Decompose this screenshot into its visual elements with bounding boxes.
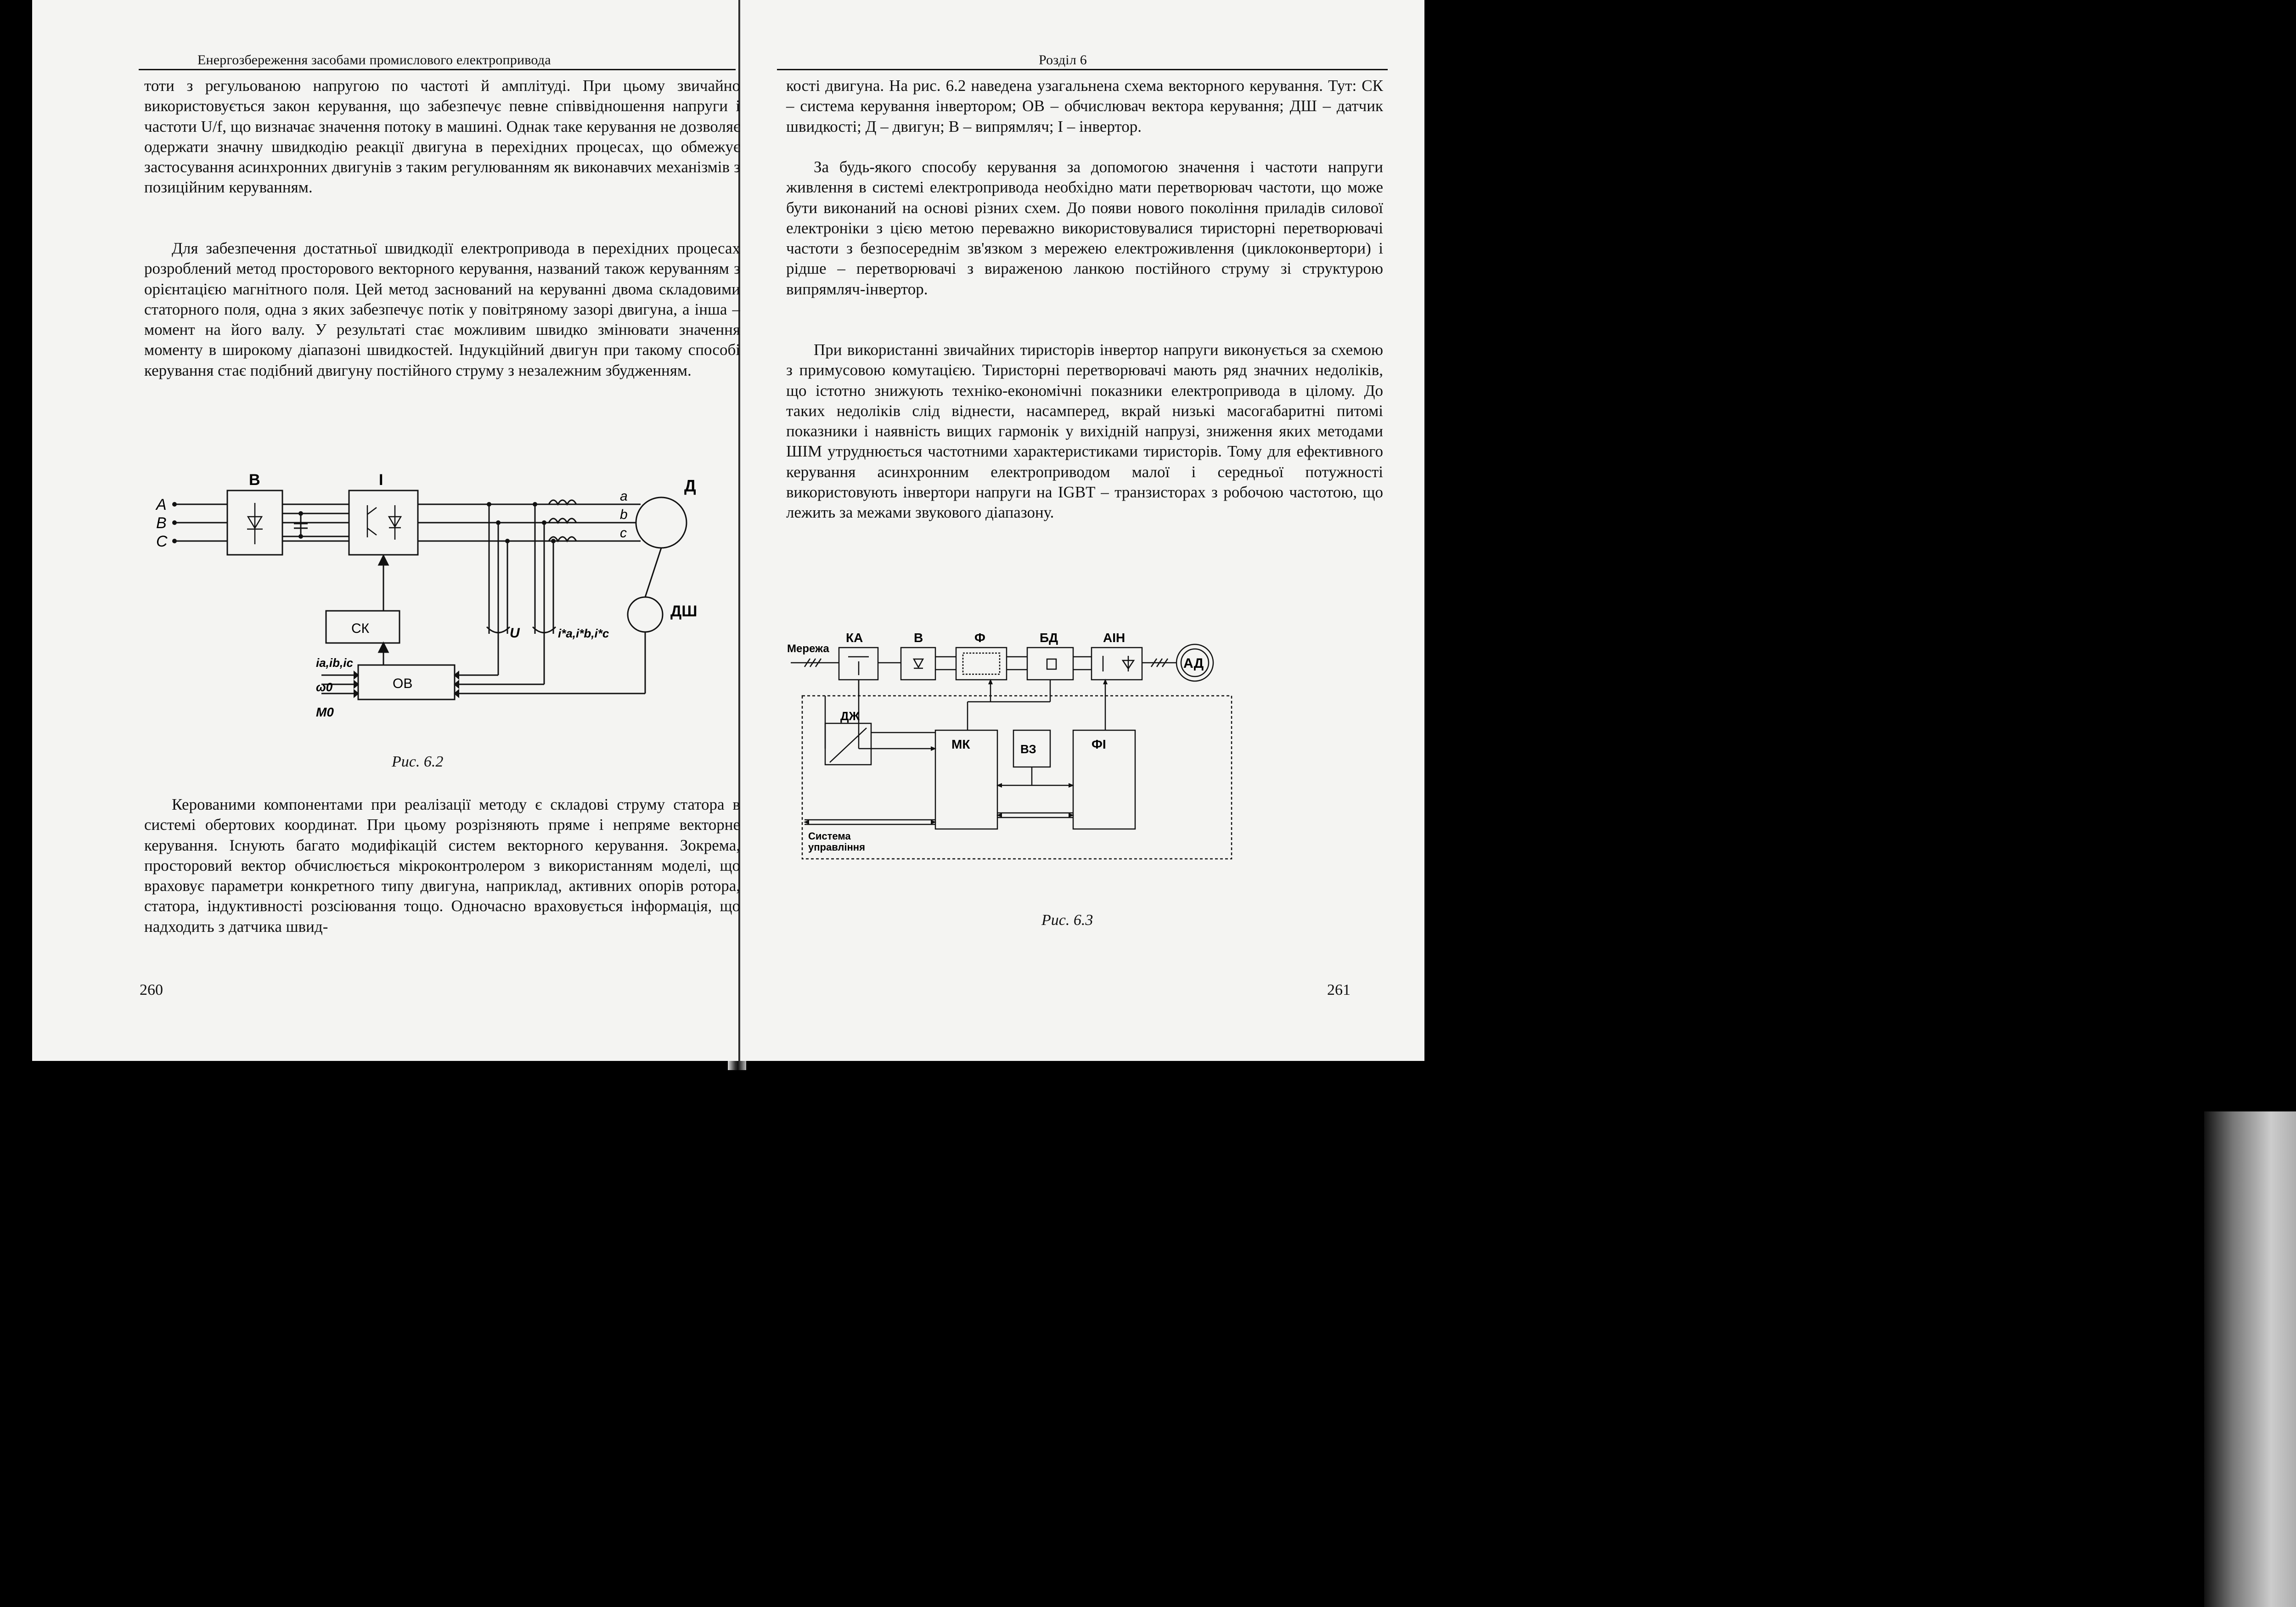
f-block [956,648,1007,680]
bd-label: БД [1040,631,1058,645]
control-block-label: СК [351,621,370,636]
header-rule-left [139,69,736,70]
f-label: Ф [974,631,985,645]
page-edge [2204,1111,2296,1607]
header-rule-right [777,69,1388,70]
phase-a-label: A [156,496,167,513]
current-reference-label: i*a,i*b,i*c [558,626,609,640]
current-input-label: ia,ib,ic [316,656,353,670]
right-paragraph-2: За будь-якого способу керування за допомогою значення і частоти напруги живлення в системі електропривода необхідно мати перетворювач частоти, що може бути виконаний на основі різних схем. До появи нового покоління приладів силової електроніки з цією метою переважно використовувалися тиристорні перетворювачі частоти з безпосереднім зв'язком з мережею електроживлення (циклоконвертори) і рідше – перетворювачі з вираженою ланкою постійного струму зі структурою випрямляч-інвертор. [786,158,1383,298]
left-page [32,0,738,1061]
dzh-label: ДЖ [840,709,860,723]
motor-circle [636,497,687,548]
left-paragraph-3: Керованими компонентами при реалізації методу є складові струму статора в системі обертових координат. При цьому розрізняють пряме і непряме векторне керування. Існують багато модифікацій систем векторного керування. Зокрема, просторовий вектор обчислюється мікроконтролером з використанням моделі, що враховує параметри конкретного типу двигуна, наприклад, активних опорів ротора, статора, індуктивності розсіювання тощо. Одночасно враховується інформація, що надходить з датчика швид- [144,795,740,936]
figure-6-3 [786,615,1392,882]
ain-label: АІН [1103,631,1125,645]
figure-6-3-caption: Рис. 6.3 [1041,912,1093,929]
out-b-label: b [620,507,628,522]
inverter-block [349,491,418,555]
right-paragraph-1: кості двигуна. На рис. 6.2 наведена узагальнена схема векторного керування. Тут: СК – система керування інвертором; ОВ – обчислювач вектора керування; ДШ – датчик швидкості; Д – двигун; В – випрямляч; І – інвертор. [786,77,1383,135]
system-label-line2: управління [808,841,865,853]
motor-ad-label: АД [1183,656,1204,671]
inverter-label: І [379,471,383,489]
ain-block [1092,648,1142,680]
motor-label: Д [684,476,696,495]
out-c-label: c [620,525,627,541]
figure-6-2 [124,468,758,753]
running-head-left: Енергозбереження засобами промислового електропривода [197,52,551,68]
phase-b-label: B [156,514,167,532]
page-number-right: 261 [1327,981,1351,998]
figure-6-2-caption: Рис. 6.2 [392,753,444,770]
control-system-boundary [802,696,1232,859]
network-label: Мережа [787,643,829,655]
system-label-line1: Система [808,830,851,842]
rectifier-label: В [249,471,260,489]
running-head-right: Розділ 6 [1039,52,1087,68]
speed-sensor-label: ДШ [670,603,698,620]
right-paragraph-3: При використанні звичайних тиристорів інвертор напруги виконується за схемою з примусовою комутацією. Тиристорні перетворювачі мають ряд значних недоліків, що істотно знижують техніко-економічні показники електропривода в цілому. До таких недоліків слід віднести, насамперед, вкрай низькі масогабаритні питомі показники і наявність вищих гармонік у вихідній напрузі, зниження яких методами ШІМ утруднюється частотними характеристиками тиристорів. Тому для ефективного керування асинхронним електроприводом малої і середньої потужності використовують інвертори напруги на IGBT – транзисторах з робочою частотою, що лежить за межами звукового діапазону. [786,341,1383,522]
moment-reference-label: M0 [316,705,334,719]
speed-reference-label: ω0 [316,680,333,694]
vz-label: ВЗ [1020,742,1036,756]
mk-label: МК [951,737,970,751]
page-number-left: 260 [140,981,163,998]
voltage-label: U [510,626,520,641]
left-paragraph-2: Для забезпечення достатньої швидкодії електропривода в перехідних процесах розроблений метод просторового векторного керування, названий також керуванням з орієнтацією магнітного поля. Цей метод заснований на керуванні двома складовими статорного поля, одна з яких забезпечує потік у повітряному зазорі двигуна, а інша – момент на його валу. У результаті стає можливим швидко змінювати значення моменту в широкому діапазоні швидкостей. Індукційний двигун при такому способі керування стає подібний двигуну постійного струму з незалежним збудженням. [144,239,740,379]
speed-sensor-circle [628,597,663,632]
v-label: В [914,631,923,645]
left-paragraph-1: тоти з регульованою напругою по частоті й амплітуді. При цьому звичайно використовується закон керування, що забезпечує певне співвідношення напруги і частоти U/f, що визначає значення потоку в машині. Однак таке керування не дозволяє одержати значну швидкодію реакції двигуна в перехідних процесах, що обмежує застосування асинхронних двигунів з таким регулюванням як виконавчих механізмів з позиційним керуванням. [144,77,740,197]
fi-label: ФІ [1092,737,1106,751]
ka-label: КА [846,631,863,645]
right-page [740,0,1424,1061]
out-a-label: a [620,489,628,504]
calculator-block-label: ОВ [393,676,413,691]
phase-c-label: C [156,533,168,550]
bd-block [1027,648,1073,680]
v-block [901,648,935,680]
